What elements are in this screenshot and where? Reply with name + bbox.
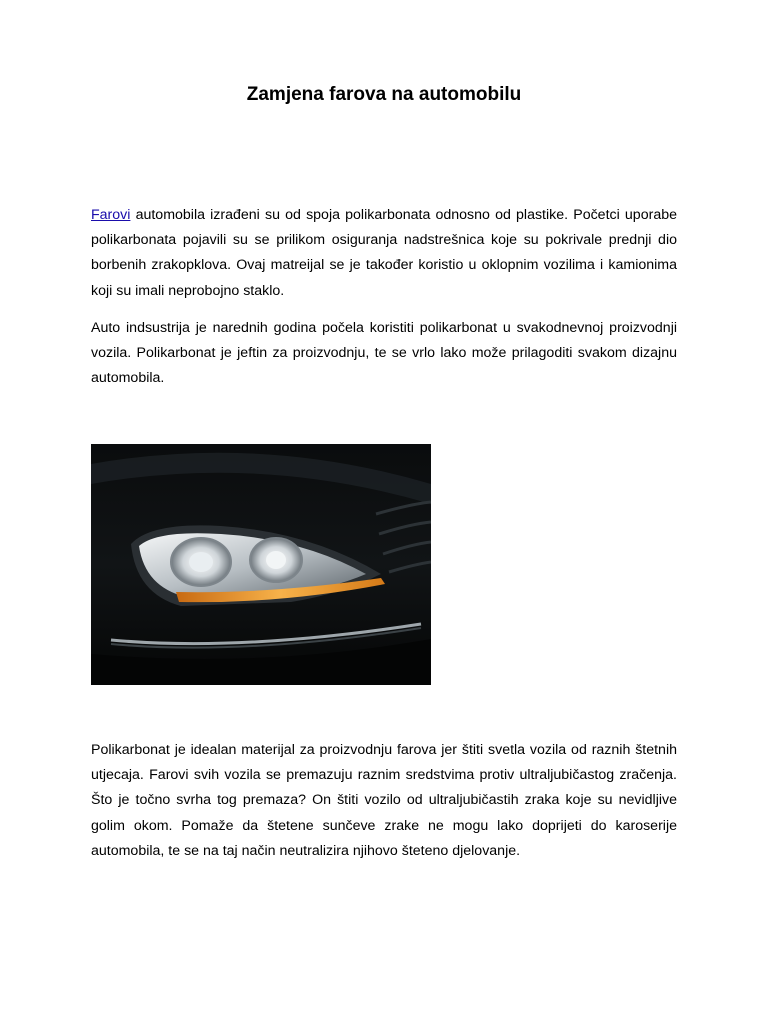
car-headlight-photo [91, 444, 431, 685]
document-title: Zamjena farova na automobilu [246, 84, 522, 105]
paragraph-2: Auto indsustrija je narednih godina počela koristiti polikarbonat u svakodnevnoj proizvodnji vozila. Polikarbonat je jeftin za proizvodnju, te se vrlo lako može prilagoditi svakom dizajnu automobila. [91, 320, 677, 387]
paragraph-3: Polikarbonat je idealan materijal za proizvodnju farova jer štiti svetla vozila od raznih štetnih utjecaja. Farovi svih vozila se premazuju raznim sredstvima protiv ultraljubičastog zračenja. Što je točno svrha tog premaza? On štiti vozilo od ultraljubičastih zraka koje su nevidljive golim okom. Pomaže da štetene sunčeve zrake ne mogu lako doprijeti do karoserije automobila, te se na taj način neutralizira njihovo šteteno djelovanje. [91, 742, 677, 859]
farovi-link[interactable]: Farovi [91, 207, 131, 223]
paragraph-1-text: automobila izrađeni su od spoja polikarbonata odnosno od plastike. Početci uporabe polikarbonata pojavili su se prilikom osiguranja nadstrešnica koje su pokrivale prednji dio borbenih zrakopklova. Ovaj matreijal se je također koristio u oklopnim vozilima i kamionima koji su imali neprobojno staklo. [91, 207, 677, 299]
paragraph-1 [91, 203, 677, 304]
